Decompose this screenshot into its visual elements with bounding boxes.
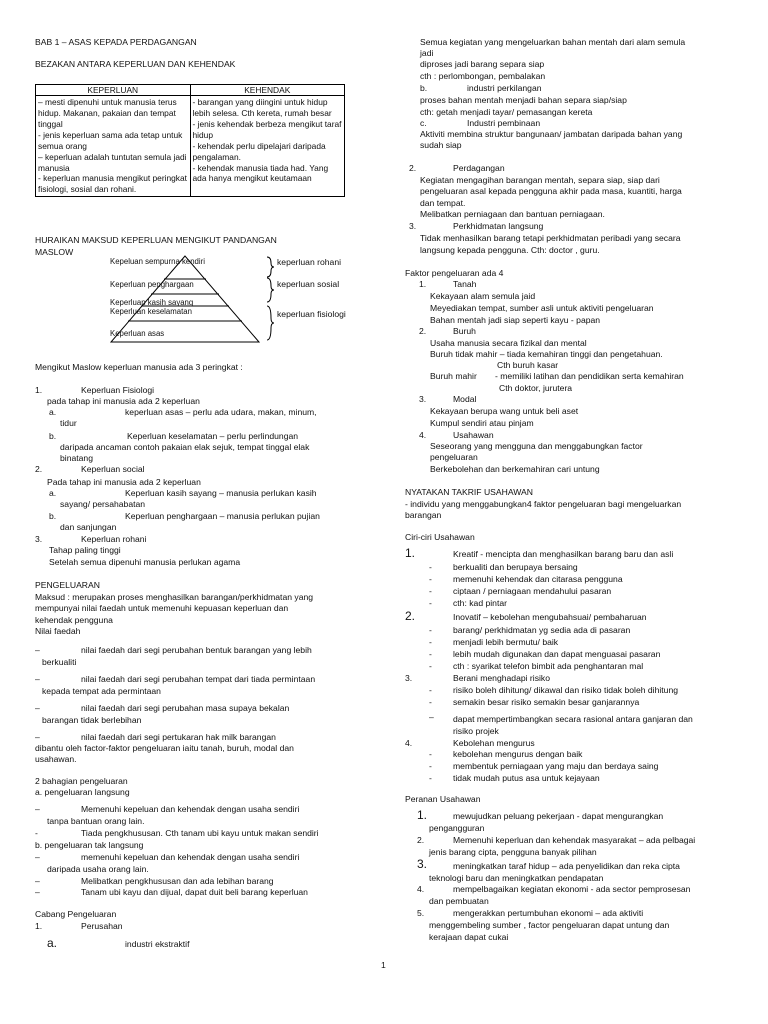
takrif-title: NYATAKAN TAKRIF USAHAWAN [405, 487, 533, 497]
item-number: 1. [419, 279, 427, 289]
item-number: 1. [35, 385, 43, 395]
bracket-label-fisiologi: keperluan fisiologi [277, 309, 346, 319]
bracket-rohani [267, 257, 274, 277]
nilai-faedah-1-cont: berkualiti [42, 657, 77, 667]
usahawan-2: Berkebolehan dan berkemahiran cari untung [430, 464, 600, 474]
pengeluaran-title: PENGELUARAN [35, 580, 100, 590]
kreatif-item: ciptaan / perniagaan mendahului pasaran [453, 586, 612, 596]
item-number: 2. [405, 609, 416, 623]
peranan-5-cont: menggembeling sumber , factor pengeluaran dapat untung dan [429, 920, 670, 930]
hyphen-bullet: - [429, 761, 432, 771]
peranan-3-cont: teknologi baru dan meningkatkan pendapatan [429, 873, 604, 883]
pyramid-level-5: Kepeluan sempurna kendiri [110, 257, 205, 266]
rohani-2: Setelah semua dipenuhi manusia perlukan agama [49, 557, 241, 567]
pengeluaran-maksud-2: mempunyai nilai faedah untuk memenuhi kepuasan keperluan dan [35, 603, 289, 613]
pengeluaran-maksud: Maksud : merupakan proses menghasilkan barangan/perkhidmatan yang [35, 592, 314, 602]
cabang-ekstraktif: industri ekstraktif [125, 939, 190, 949]
sosial-a: Keperluan kasih sayang – manusia perlukan kasih [125, 488, 317, 498]
perdagangan-desc-4: Melibatkan perniagaan dan bantuan perniagaan. [420, 209, 605, 219]
dash-bullet: – [35, 876, 40, 886]
peranan-1-cont: pengangguran [429, 823, 485, 833]
pyramid-level-1: Keperluan asas [110, 329, 165, 338]
page-number: 1 [381, 960, 386, 970]
kreatif-item: cth: kad pintar [453, 598, 507, 608]
keperluan-item: - keperluan manusia mengikut peringkat fisiologi, sosial dan rohani. [38, 173, 187, 195]
perkhidmatan-title: Perkhidmatan langsung [453, 221, 544, 231]
table-header-kehendak: KEHENDAK [190, 85, 345, 96]
ciri-mengurus: Kebolehan mengurus [453, 738, 535, 748]
rohani-title: Keperluan rohani [81, 534, 147, 544]
nilai-faedah-3: nilai faedah dari segi perubahan masa supaya bekalan [81, 703, 290, 713]
takrif-desc: - individu yang menggabungkan4 faktor pengeluaran bagi mengeluarkan [405, 499, 682, 509]
fisiologi-b-cont2: binatang [60, 453, 93, 463]
buruh-4b: - memiliki latihan dan pendidikan serta kemahiran [495, 371, 684, 381]
buruh-1: Usaha manusia secara fizikal dan mental [430, 338, 587, 348]
ciri-risiko: Berani menghadapi risiko [453, 673, 550, 683]
hyphen-bullet: - [429, 625, 432, 635]
fisiologi-a-cont: tidur [60, 418, 77, 428]
dash-bullet: – [35, 732, 40, 742]
faktor-tanah: Tanah [453, 279, 477, 289]
fisiologi-b: Keperluan keselamatan – perlu perlindungan [127, 431, 299, 441]
perkhidmatan-desc-2: langsung kepada pengguna. Cth: doctor , guru. [420, 245, 600, 255]
inovatif-item: cth : syarikat telefon bimbit ada penghantaran mal [453, 661, 644, 671]
usahawan-1: Seseorang yang mengguna dan menggabungkan factor [430, 441, 643, 451]
pyramid-level-3: Keperluan kasih sayang [110, 298, 194, 307]
buruh-5: Cth doktor, jurutera [499, 383, 573, 393]
dash-bullet: – [35, 645, 40, 655]
pyramid-level-4: Keperluan penghargaan [110, 280, 194, 289]
fisiologi-b-cont: daripada ancaman contoh pakaian elak sejuk, tempat tinggal elak [60, 442, 310, 452]
section-heading-compare: BEZAKAN ANTARA KEPERLUAN DAN KEHENDAK [35, 59, 236, 69]
item-number: 4. [417, 884, 425, 894]
sosial-b-cont: dan sanjungan [60, 522, 117, 532]
perdagangan-title: Perdagangan [453, 163, 505, 173]
item-number: 3. [35, 534, 43, 544]
bahagian-a: a. pengeluaran langsung [35, 787, 130, 797]
hyphen-bullet: - [429, 685, 432, 695]
peranan-5: mengerakkan pertumbuhan ekonomi – ada aktiviti [453, 908, 644, 918]
hyphen-bullet: - [429, 749, 432, 759]
nilai-faedah-4-cont: dibantu oleh factor-faktor pengeluaran iaitu tanah, buruh, modal dan [35, 743, 294, 753]
dash-bullet: – [429, 712, 434, 722]
peranan-4: mempelbagaikan kegiatan ekonomi - ada sector pemprosesan [453, 884, 691, 894]
pyramid-level-2: Keperluan keselamatan [110, 307, 192, 316]
fisiologi-a: keperluan asas – perlu ada udara, makan, minum, [125, 407, 317, 417]
item-number: 1. [417, 808, 428, 822]
sosial-title: Keperluan social [81, 464, 145, 474]
faktor-modal: Modal [453, 394, 477, 404]
bahagian-a-1: Memenuhi kepeluan dan kehendak dengan usaha sendiri [81, 804, 300, 814]
bracket-label-sosial: keperluan sosial [277, 279, 340, 289]
table-header-keperluan: KEPERLUAN [36, 85, 191, 96]
hyphen-bullet: - [429, 697, 432, 707]
perkilangan-cth: cth: getah menjadi tayar/ pemasangan kereta [420, 107, 593, 117]
item-number: 4. [405, 738, 413, 748]
hyphen-bullet: - [429, 661, 432, 671]
buruh-4: Buruh mahir [430, 371, 477, 381]
keperluan-item: – mesti dipenuhi untuk manusia terus hidup. Makanan, pakaian dan tempat tinggal [38, 97, 177, 129]
cabang-title: Cabang Pengeluaran [35, 909, 117, 919]
hyphen-bullet: - [429, 649, 432, 659]
pembinaan-desc-cont: sudah siap [420, 140, 462, 150]
kehendak-item: - kehendak manusia tiada had. Yang ada hanya mengikut keutamaan [192, 162, 329, 184]
pengeluaran-maksud-3: kehendak pengguna [35, 615, 113, 625]
risiko-item: semakin besar risiko semakin besar ganjarannya [453, 697, 640, 707]
bahagian-a-1-cont: tanpa bantuan orang lain. [47, 816, 145, 826]
kreatif-item: memenuhi kehendak dan citarasa pengguna [453, 574, 623, 584]
item-letter: b. [49, 511, 57, 521]
kehendak-item: - kehendak perlu dipelajari daripada pengalaman. [192, 140, 326, 162]
perdagangan-desc-3: dan tempat. [420, 198, 466, 208]
kehendak-item: - barangan yang diingini untuk hidup lebih selesa. Cth kereta, rumah besar [192, 97, 332, 118]
dash-bullet: – [35, 703, 40, 713]
sosial-b: Keperluan penghargaan – manusia perlukan pujian [125, 511, 320, 521]
hyphen-bullet: - [35, 828, 38, 838]
ekstraktif-proses: diproses jadi barang separa siap [420, 59, 545, 69]
nilai-faedah-2-cont: kepada tempat ada permintaan [42, 686, 161, 696]
item-letter: a. [49, 407, 57, 417]
sosial-a-cont: sayang/ persahabatan [60, 499, 146, 509]
hyphen-bullet: - [429, 598, 432, 608]
perdagangan-desc: Kegiatan mengagihan barangan mentah, separa siap, siap dari [420, 175, 660, 185]
inovatif-item: barang/ perkhidmatan yg sedia ada di pasaran [453, 625, 631, 635]
inovatif-item: lebih mudah digunakan dan dapat menguasai pasaran [453, 649, 661, 659]
faktor-usahawan: Usahawan [453, 430, 494, 440]
item-number: 1. [35, 921, 43, 931]
risiko-item: risiko boleh dihitung/ dikawal dan risiko tidak boleh dihitung [453, 685, 679, 695]
item-letter: a. [47, 936, 58, 950]
peranan-title: Peranan Usahawan [405, 794, 481, 804]
maslow-intro: Mengikut Maslow keperluan manusia ada 3 peringkat : [35, 362, 243, 372]
risiko-item-3: dapat mempertimbangkan secara rasional antara ganjaran dan [453, 714, 693, 724]
bracket-fisiologi [267, 306, 274, 340]
peranan-5-cont2: kerajaan dapat cukai [429, 932, 509, 942]
hyphen-bullet: - [429, 574, 432, 584]
fisiologi-desc: pada tahap ini manusia ada 2 keperluan [47, 396, 200, 406]
keperluan-item: - jenis keperluan sama ada tetap untuk semua orang [38, 129, 183, 151]
keperluan-item: – keperluan adalah tuntutan semula jadi manusia [38, 151, 187, 173]
bahagian-b-1: memenuhi kepeluan dan kehendak dengan usaha sendiri [81, 852, 300, 862]
peranan-2-cont: jenis barang cipta, pengguna banyak pilihan [429, 847, 597, 857]
bracket-sosial [267, 278, 274, 302]
tanah-1: Kekayaan alam semula jaid [430, 291, 536, 301]
perdagangan-desc-2: pengeluaran asal kepada pengguna akhir pada masa, kuantiti, harga [420, 186, 682, 196]
dash-bullet: – [35, 804, 40, 814]
faktor-title: Faktor pengeluaran ada 4 [405, 268, 504, 278]
pembinaan-desc: Aktiviti membina struktur bangunaan/ jambatan daripada bahan yang [420, 129, 683, 139]
bahagian-b-1-cont: daripada usaha orang lain. [47, 864, 149, 874]
nilai-faedah-4-cont2: usahawan. [35, 754, 77, 764]
inovatif-item: menjadi lebih bermutu/ baik [453, 637, 559, 647]
modal-2: Kumpul sendiri atau pinjam [430, 418, 534, 428]
dash-bullet: – [35, 887, 40, 897]
nilai-faedah-2: nilai faedah dari segi perubahan tempat dari tiada permintaan [81, 674, 316, 684]
modal-1: Kekayaan berupa wang untuk beli aset [430, 406, 579, 416]
bahagian-b-3: Tanam ubi kayu dan dijual, dapat duit beli barang keperluan [81, 887, 308, 897]
peranan-2: Memenuhi keperluan dan kehendak masyarakat – ada pelbagai [453, 835, 696, 845]
item-number: 3. [419, 394, 427, 404]
nilai-faedah-1: nilai faedah dari segi perubahan bentuk barangan yang lebih [81, 645, 312, 655]
bahagian-b-2: Melibatkan pengkhususan dan ada lebihan barang [81, 876, 274, 886]
item-number: 2. [35, 464, 43, 474]
dash-bullet: – [35, 852, 40, 862]
chapter-title: BAB 1 – ASAS KEPADA PERDAGANGAN [35, 37, 197, 47]
fisiologi-title: Keperluan Fisiologi [81, 385, 155, 395]
risiko-item-3-cont: risiko projek [453, 726, 499, 736]
keperluan-cell [36, 96, 191, 197]
takrif-desc-cont: barangan [405, 510, 442, 520]
hyphen-bullet: - [429, 637, 432, 647]
hyphen-bullet: - [429, 773, 432, 783]
bahagian-title: 2 bahagian pengeluaran [35, 776, 128, 786]
sosial-desc: Pada tahap ini manusia ada 2 keperluan [47, 477, 201, 487]
tanah-3: Bahan mentah jadi siap seperti kayu - papan [430, 315, 601, 325]
ekstraktif-desc-cont: jadi [420, 48, 434, 58]
peranan-3: meningkatkan taraf hidup – ada penyelidikan dan reka cipta [453, 861, 680, 871]
item-number: 3. [409, 221, 417, 231]
kehendak-item: - jenis kehendak berbeza mengikut taraf hidup [192, 118, 342, 140]
nilai-faedah-3-cont: barangan tidak berlebihan [42, 715, 142, 725]
tanah-2: Meyediakan tempat, sumber asli untuk aktiviti pengeluaran [430, 303, 654, 313]
cabang-perusahan: Perusahan [81, 921, 123, 931]
item-number: 1. [405, 546, 416, 560]
mengurus-item: kebolehan mengurus dengan baik [453, 749, 583, 759]
kehendak-cell [190, 96, 345, 197]
dash-bullet: – [35, 674, 40, 684]
item-number: 3. [405, 673, 413, 683]
ciri-title: Ciri-ciri Usahawan [405, 532, 475, 542]
nilai-faedah-heading: Nilai faedah [35, 626, 81, 636]
industri-pembinaan: Industri pembinaan [467, 118, 541, 128]
usahawan-1-cont: pengeluaran [430, 452, 478, 462]
peranan-1: mewujudkan peluang pekerjaan - dapat mengurangkan [453, 811, 664, 821]
hyphen-bullet: - [429, 586, 432, 596]
mengurus-item: tidak mudah putus asa untuk kejayaan [453, 773, 600, 783]
rohani-1: Tahap paling tinggi [49, 545, 121, 555]
item-letter: c. [420, 118, 427, 128]
peranan-4-cont: dan pembuatan [429, 896, 489, 906]
perkhidmatan-desc: Tidak menhasilkan barang tetapi perkhidmatan peribadi yang secara [420, 233, 681, 243]
item-letter: b. [49, 431, 57, 441]
bahagian-b: b. pengeluaran tak langsung [35, 840, 144, 850]
bracket-label-rohani: keperluan rohani [277, 257, 342, 267]
item-number: 3. [417, 857, 428, 871]
perkilangan-desc: proses bahan mentah menjadi bahan separa siap/siap [420, 95, 627, 105]
kreatif-item: berkualiti dan berupaya bersaing [453, 562, 578, 572]
maslow-heading-2: MASLOW [35, 247, 74, 257]
maslow-heading: HURAIKAN MAKSUD KEPERLUAN MENGIKUT PANDANGAN [35, 235, 277, 245]
ekstraktif-desc: Semua kegiatan yang mengeluarkan bahan mentah dari alam semula [420, 37, 686, 47]
item-number: 2. [417, 835, 425, 845]
industri-perkilangan: industri perkilangan [467, 83, 542, 93]
nilai-faedah-4: nilai faedah dari segi pertukaran hak milk barangan [81, 732, 276, 742]
item-number: 2. [419, 326, 427, 336]
ekstraktif-cth: cth : perlombongan, pembalakan [420, 71, 546, 81]
item-number: 5. [417, 908, 425, 918]
item-letter: a. [49, 488, 57, 498]
needs-wants-table [35, 84, 345, 197]
mengurus-item: membentuk perniagaan yang maju dan berdaya saing [453, 761, 659, 771]
buruh-2: Buruh tidak mahir – tiada kemahiran tinggi dan pengetahuan. [430, 349, 663, 359]
ciri-inovatif: Inovatif – kebolehan mengubahsuai/ pembaharuan [453, 612, 647, 622]
faktor-buruh: Buruh [453, 326, 476, 336]
item-number: 2. [409, 163, 417, 173]
item-number: 4. [419, 430, 427, 440]
buruh-3: Cth buruh kasar [497, 360, 559, 370]
item-letter: b. [420, 83, 428, 93]
hyphen-bullet: - [429, 562, 432, 572]
bahagian-a-2: Tiada pengkhususan. Cth tanam ubi kayu untuk makan sendiri [81, 828, 319, 838]
ciri-kreatif: Kreatif - mencipta dan menghasilkan barang baru dan asli [453, 549, 674, 559]
